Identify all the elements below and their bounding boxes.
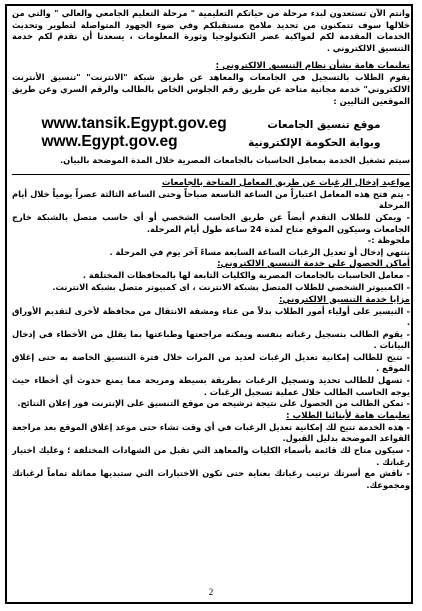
advantages-item: - تمكن الطالب من الحصول على نتيجة ترشيحه من موقع التنسيق على الإنترنت فور إعلان النتائج. (17, 398, 410, 409)
document-body (12, 8, 410, 491)
site-url-egypt-gov[interactable]: www.Egypt.gov.eg (41, 133, 178, 151)
labs-title: مواعيد إدخال الرغبات عن طريق المعامل المتاحة بالجامعات (161, 177, 410, 188)
student-notes-item: - ناقش مع أسرتك ترتيب رغباتك بعناية حتى تكون الاختيارات التي ستبديها مماثلة تماماً لرغباتك ومجموعك. (12, 468, 410, 490)
student-notes-item: - سيكون متاح لك قائمة بأسماء الكليات والمعاهد التي تقبل من الشهادات المختلفة ؛ وعليك اختيار رغباتك . (12, 445, 410, 467)
labs-item: - ويمكن للطلاب التقدم أيضاً عن طريق الحاسب الشخصي أو أي حاسب متصل بالشبكة خارج الجامعات وسيكون الموقع متاح لمدة 24 ساعة طول أيام المرحلة. (12, 211, 410, 234)
important-title: تعليمات هامة بشأن نظام التنسيق الالكتروني : (215, 61, 410, 72)
section-divider (12, 174, 410, 175)
places-item: - معامل الحاسبات بالجامعات المصرية والكليات التابعة لها بالمحافظات المختلفة . (82, 270, 410, 281)
site-label-tansik: موقع تنسيق الجامعات (267, 119, 381, 132)
places-item: - الكمبيوتر الشخصي للطلاب المتصل بشبكة الانترنت ، اى كمبيوتر متصل بشبكة الانترنت. (52, 281, 410, 292)
advantages-title: مزايا خدمة التنسيق الالكتروني: (278, 294, 410, 305)
labs-item: ينتهي إدخال أو تعديل الرغبات الساعة السابعة مساءً آخر يوم في المرحلة . (109, 246, 410, 257)
labs-note-label: ملحوظة :- (367, 235, 410, 246)
page-number: 2 (208, 587, 214, 597)
labs-item: - يتم فتح هذه المعامل اعتباراً من الساعة التاسعة صباحاً وحتى الساعة الثالثة عصراً يومياً خلال أيام المرحلة (12, 188, 410, 211)
advantages-item: - التيسير على أولياء أمور الطلاب بدلاً من عناء ومشقة الانتقال من محافظة لأخرى لتقديم الأوراق . (12, 305, 410, 328)
advantages-item: - يقوم الطالب بتسجيل رغباته بنفسه ويمكنه مراجعتها وطباعتها بما يقلل من الأخطاء في إدخال البيانات . (12, 328, 410, 351)
important-body: يقوم الطلاب بالتسجيل في الجامعات والمعاهد عن طريق شبكة "الانترنت" "تنسيق الأنترنت الالكتروني" خدمة مجانية متاحة عن طريق رقم الجلوس الخاص بالطالب والرقم السري وعن طريق الموقعين التاليين : (12, 72, 410, 106)
student-notes-title: تعليمات هامة لأبنائنا الطلاب : (286, 410, 410, 421)
site-label-egypt-gov: وبوابة الحكومة الإلكترونية (248, 137, 381, 150)
websites-block (12, 115, 410, 151)
advantages-item: - تسهل للطالب تحديد وتسجيل الرغبات بطريقة بسيطة ومريحة مما يمنع حدوث أي أخطاء حيث يوجه الحاسب الطالب خلال عملية تسجيل الرغبات . (12, 375, 410, 397)
site-url-tansik[interactable]: www.tansik.Egypt.gov.eg (41, 115, 227, 133)
student-notes-item: - هذه الخدمة تتيح لك إمكانية تعديل الرغبات في أي وقت تشاء حتى موعد إغلاق الموقع بعد مراجعة القواعد الموضحة بدليل القبول. (12, 421, 410, 444)
service-note: سيتم تشغيل الخدمة بمعامل الحاسبات بالجامعات المصرية خلال المدة الموضحة بالبيان. (60, 155, 410, 166)
intro-paragraph: وانتم الآن تستعدون لبدء مرحلة من حياتكم التعليمية " مرحلة التعليم الجامعي والعالي " والتي من خلالها سوف تتمكنون من تحديد ملامح مستقبلكم وفي ضوء الجهود المتواصلة لتطوير وتحديث الخدمات المقدمة لكم لمواكبة عصر التكنولوجيا وثورة المعلومات ، يسعدنا أن نقدم لكم خدمة التنسيق الالكتروني . (12, 8, 410, 53)
places-title: أماكن الحصول على خدمة التنسيق الالكتروني: (217, 259, 410, 270)
advantages-item: - تتيح للطالب إمكانية تعديل الرغبات لعديد من المرات خلال فترة التنسيق الخاصة به حتى إغلاق الموقع . (12, 351, 410, 374)
